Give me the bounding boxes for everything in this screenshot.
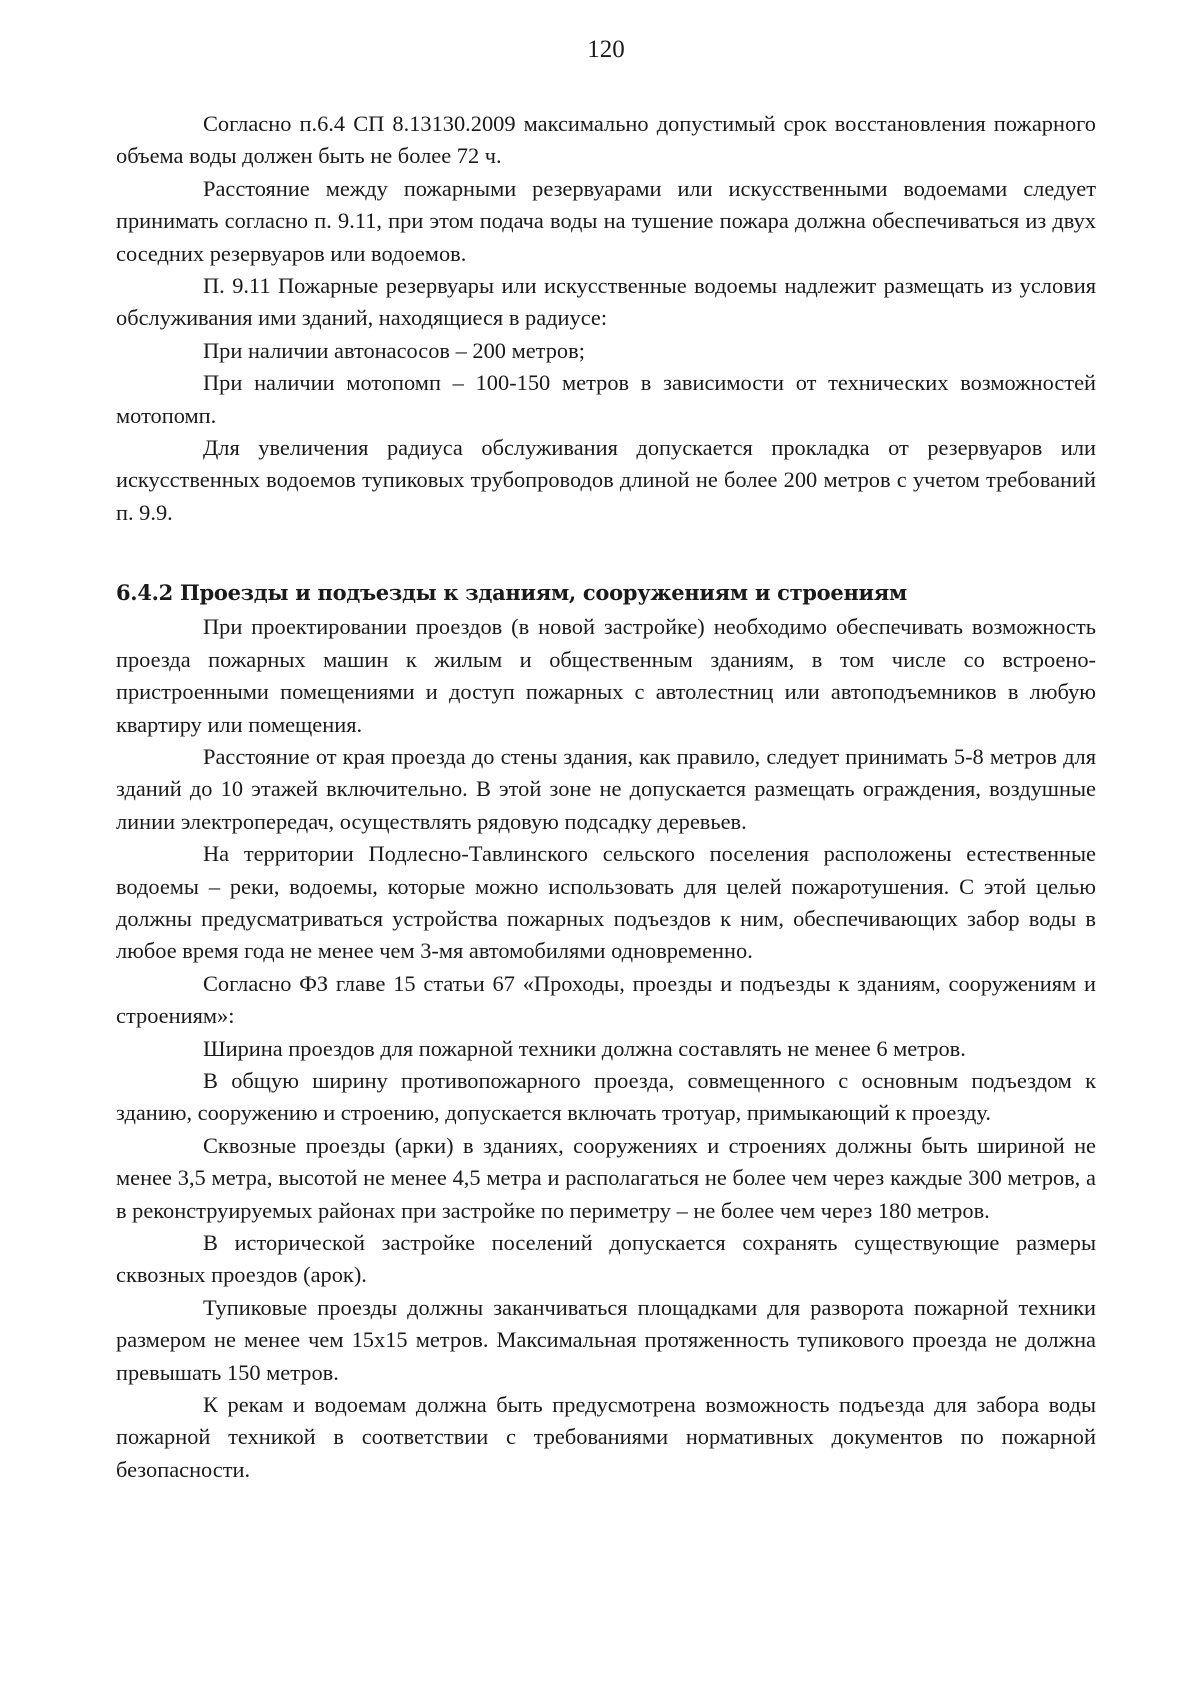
paragraph: Согласно ФЗ главе 15 статьи 67 «Проходы, проезды и подъезды к зданиям, сооружениям и строениям»: xyxy=(116,970,1096,1029)
section-text xyxy=(116,611,1096,1486)
section-heading: 6.4.2 Проезды и подъезды к зданиям, сооружениям и строениям xyxy=(116,580,907,606)
paragraph: Расстояние между пожарными резервуарами или искусственными водоемами следует принимать согласно п. 9.11, при этом подача воды на тушение пожара должна обеспечиваться из двух соседних резервуаров или водоемов. xyxy=(116,175,1096,266)
paragraph: При наличии мотопомп – 100-150 метров в зависимости от технических возможностей мотопомп. xyxy=(116,370,1096,428)
page-number: 120 xyxy=(587,36,625,63)
paragraph: При наличии автонасосов – 200 метров; xyxy=(203,337,585,363)
paragraph: Расстояние от края проезда до стены здания, как правило, следует принимать 5-8 метров для зданий до 10 этажей включительно. В этой зоне не допускается размещать ограждения, воздушные линии электропередач, осуществлять рядовую подсадку деревьев. xyxy=(116,743,1096,834)
paragraph: Тупиковые проезды должны заканчиваться площадками для разворота пожарной техники размером не менее чем 15х15 метров. Максимальная протяженность тупикового проезда не должна превышать 150 метров. xyxy=(116,1294,1096,1385)
paragraph: Для увеличения радиуса обслуживания допускается прокладка от резервуаров или искусственных водоемов тупиковых трубопроводов длиной не более 200 метров с учетом требований п. 9.9. xyxy=(116,435,1096,525)
paragraph: Согласно п.6.4 СП 8.13130.2009 максимально допустимый срок восстановления пожарного объема воды должен быть не более 72 ч. xyxy=(116,111,1096,169)
paragraph: Ширина проездов для пожарной техники должна составлять не менее 6 метров. xyxy=(203,1035,966,1061)
paragraph: На территории Подлесно-Тавлинского сельского поселения расположены естественные водоемы – реки, водоемы, которые можно использовать для целей пожаротушения. С этой целью должны предусматриваться устройства пожарных подъездов к ним, обеспечивающих забор воды в любое время года не менее чем 3-мя автомобилями одновременно. xyxy=(116,841,1096,964)
paragraph: В исторической застройке поселений допускается сохранять существующие размеры сквозных проездов (арок). xyxy=(116,1230,1096,1288)
intro-text xyxy=(116,108,1096,529)
paragraph: При проектировании проездов (в новой застройке) необходимо обеспечивать возможность проезда пожарных машин к жилым и общественным зданиям, в том числе со встроено-пристроенными помещениями и доступ пожарных с автолестниц или автоподъемников в любую квартиру или помещения. xyxy=(116,614,1096,737)
paragraph: К рекам и водоемам должна быть предусмотрена возможность подъезда для забора воды пожарной техникой в соответствии с требованиями нормативных документов по пожарной безопасности. xyxy=(116,1392,1096,1482)
paragraph: П. 9.11 Пожарные резервуары или искусственные водоемы надлежит размещать из условия обслуживания ими зданий, находящиеся в радиусе: xyxy=(116,273,1096,331)
paragraph: Сквозные проезды (арки) в зданиях, сооружениях и строениях должны быть шириной не менее 3,5 метра, высотой не менее 4,5 метра и располагаться не более чем через каждые 300 метров, а в реконструируемых районах при застройке по периметру – не более чем через 180 метров. xyxy=(116,1132,1096,1223)
paragraph: В общую ширину противопожарного проезда, совмещенного с основным подъездом к зданию, сооружению и строению, допускается включать тротуар, примыкающий к проезду. xyxy=(116,1067,1096,1126)
document-page xyxy=(116,30,1096,1486)
